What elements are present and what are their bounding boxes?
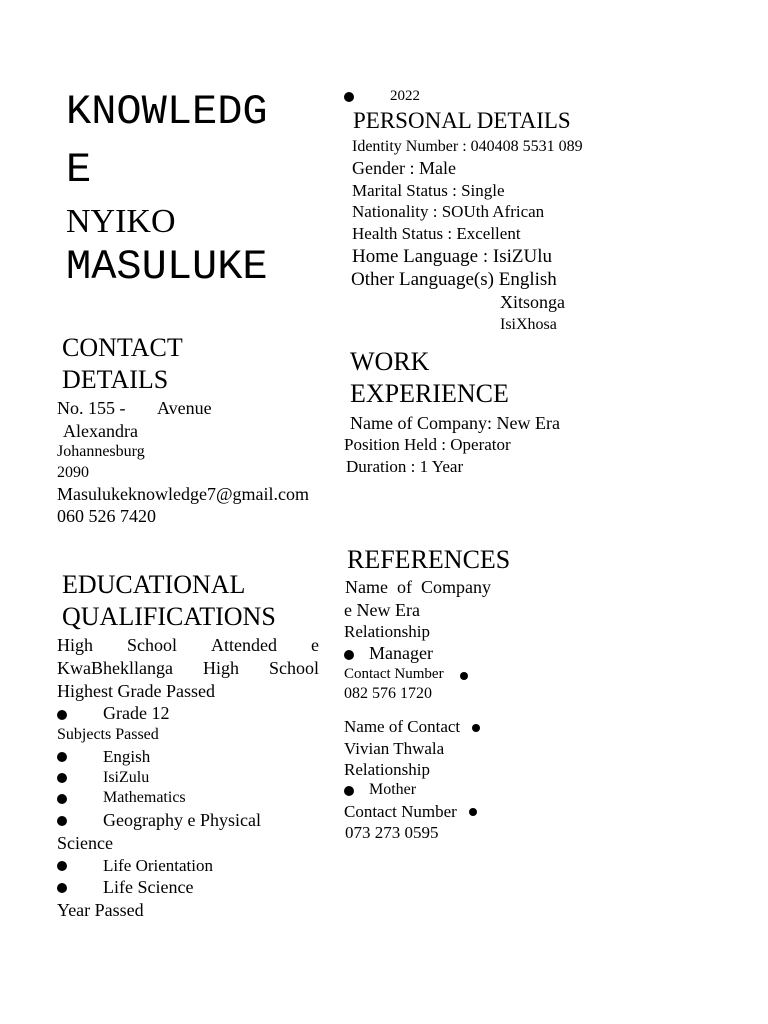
work-company: Name of Company: New Era (350, 413, 560, 433)
address-suburb: Alexandra (63, 421, 138, 441)
personal-heading: PERSONAL DETAILS (353, 108, 571, 133)
nationality: Nationality : SOUth African (352, 202, 545, 221)
ref1-relationship-label: Relationship (344, 622, 430, 641)
name-first-line2: E (66, 146, 92, 194)
school-attended-line (57, 635, 319, 656)
subject-item: Geography e Physical (103, 810, 261, 830)
address-part1: No. 155 - (57, 398, 126, 418)
school-word: Attended (211, 635, 277, 655)
contact-heading-line2: DETAILS (62, 365, 169, 394)
name-first-line1: KNOWLEDG (66, 88, 268, 136)
ref1-company-label: Name of Company (345, 577, 491, 597)
bullet-icon (57, 816, 67, 826)
bullet-icon (57, 752, 67, 762)
school-name-line (57, 658, 319, 679)
contact-phone: 060 526 7420 (57, 506, 156, 526)
ref1-contact: 082 576 1720 (344, 685, 432, 702)
ref2-relationship: Mother (369, 781, 417, 798)
subject-item: IsiZulu (103, 769, 150, 786)
name-middle: NYIKO (66, 203, 176, 240)
contact-heading-line1: CONTACT (62, 333, 183, 362)
bullet-icon (57, 773, 67, 783)
references-heading: REFERENCES (347, 545, 511, 574)
school-word: High (57, 635, 93, 655)
bullet-icon (57, 794, 67, 804)
school-word: e (311, 635, 319, 655)
work-heading-line1: WORK (350, 347, 430, 376)
address-part2: Avenue (157, 398, 212, 418)
school-word: School (268, 658, 319, 678)
name-last: MASULUKE (66, 243, 268, 291)
school-word: High (202, 658, 239, 678)
marital-status: Marital Status : Single (352, 181, 505, 200)
subject-item: Engish (103, 747, 151, 766)
bullet-icon (344, 650, 354, 660)
language-item: Xitsonga (500, 292, 565, 312)
identity-number: Identity Number : 040408 5531 089 (352, 138, 583, 155)
bullet-icon (460, 672, 468, 680)
work-heading-line2: EXPERIENCE (350, 379, 509, 408)
ref1-contact-label: Contact Number (344, 666, 444, 682)
ref2-relationship-label: Relationship (344, 760, 430, 779)
bullet-icon (57, 710, 67, 720)
language-item: IsiXhosa (500, 316, 557, 333)
subject-item-wrap: Science (57, 833, 113, 853)
bullet-icon (472, 724, 480, 732)
highest-grade-label: Highest Grade Passed (57, 681, 215, 701)
work-duration: Duration : 1 Year (346, 457, 464, 476)
subjects-label: Subjects Passed (57, 726, 159, 743)
year-passed-label: Year Passed (57, 900, 144, 920)
gender: Gender : Male (352, 158, 456, 178)
ref1-relationship: Manager (369, 643, 433, 663)
ref2-contact-label: Contact Number (344, 802, 457, 821)
work-position: Position Held : Operator (344, 435, 511, 454)
school-word: School (127, 635, 178, 655)
other-languages: Other Language(s) English (351, 269, 557, 290)
bullet-icon (57, 861, 67, 871)
ref2-contact: 073 273 0595 (345, 823, 439, 842)
bullet-icon (344, 92, 354, 102)
bullet-icon (57, 883, 67, 893)
bullet-icon (344, 786, 354, 796)
ref2-name-label: Name of Contact (344, 717, 461, 736)
ref1-company: e New Era (344, 600, 420, 620)
bullet-icon (469, 808, 477, 816)
subject-item: Life Orientation (103, 856, 213, 875)
address-postal-code: 2090 (57, 464, 89, 481)
health-status: Health Status : Excellent (352, 224, 521, 243)
address-city: Johannesburg (57, 443, 145, 460)
grade-value: Grade 12 (103, 703, 170, 723)
education-heading-line2: QUALIFICATIONS (62, 602, 276, 631)
education-heading-line1: EDUCATIONAL (62, 570, 246, 599)
year-value: 2022 (390, 88, 420, 104)
school-word: KwaBhekllanga (57, 658, 173, 678)
ref2-name: Vivian Thwala (344, 739, 445, 758)
contact-email: Masulukeknowledge7@gmail.com (57, 484, 310, 504)
home-language: Home Language : IsiZUlu (352, 246, 552, 267)
subject-item: Mathematics (103, 789, 186, 806)
subject-item: Life Science (103, 877, 194, 897)
